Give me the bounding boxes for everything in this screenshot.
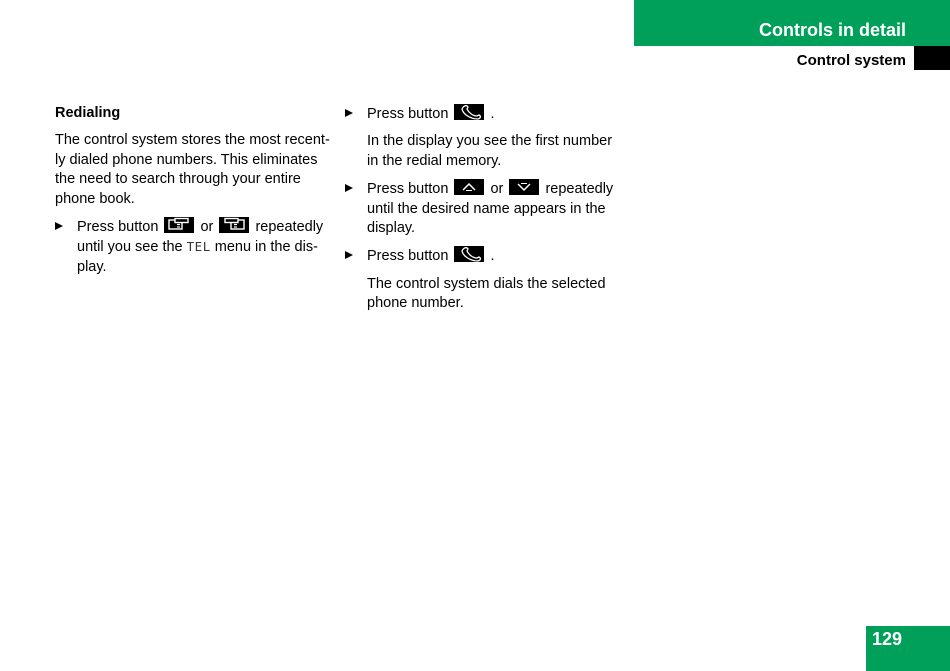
- intro-paragraph: The control system stores the most recent-ly dialed phone numbers. This eliminates the need to search through your entire phone book.: [55, 132, 330, 207]
- page-number-text: 129: [872, 629, 903, 649]
- step-connector: or: [200, 219, 214, 236]
- step-text: Press button: [77, 219, 159, 236]
- step-text: menu in the dis-play.: [77, 239, 318, 275]
- step-end: .: [490, 106, 495, 122]
- bullet-arrow-icon: [345, 109, 353, 117]
- step-end: .: [490, 248, 495, 265]
- instruction-step: [55, 217, 330, 277]
- menu-code: TEL: [186, 239, 211, 255]
- step-text: repeatedly until the desired name appears in the display.: [367, 181, 614, 237]
- left-column: [55, 104, 330, 285]
- instruction-step: [345, 179, 615, 238]
- step-text: Press button: [367, 106, 449, 122]
- bullet-arrow-icon: [55, 222, 63, 230]
- bullet-arrow-icon: [345, 251, 353, 259]
- step-text: Press button: [367, 181, 449, 198]
- step-text: repeatedly until you see the: [77, 219, 324, 256]
- menu-left-icon: [164, 217, 194, 233]
- phone-handset-icon: [454, 246, 484, 262]
- arrow-up-icon: [454, 179, 484, 195]
- step-connector: or: [490, 181, 504, 198]
- menu-right-icon: [219, 217, 249, 233]
- subsection-title: Control system: [796, 52, 906, 69]
- section-header-band: [634, 0, 950, 46]
- bullet-arrow-icon: [345, 184, 353, 192]
- arrow-down-icon: [509, 179, 539, 195]
- page-number: [866, 626, 950, 671]
- section-title: Controls in detail: [758, 20, 906, 40]
- instruction-step: [345, 104, 615, 124]
- step-result: The control system dials the selected phone number.: [367, 275, 606, 312]
- step-text: Press button: [367, 248, 449, 265]
- header-tab-marker: [914, 46, 950, 70]
- instruction-step: [345, 246, 615, 266]
- section-heading: Redialing: [55, 105, 121, 121]
- step-result: In the display you see the first number in the redial memory.: [367, 133, 613, 169]
- phone-handset-icon: [454, 104, 484, 120]
- right-column: [345, 104, 615, 322]
